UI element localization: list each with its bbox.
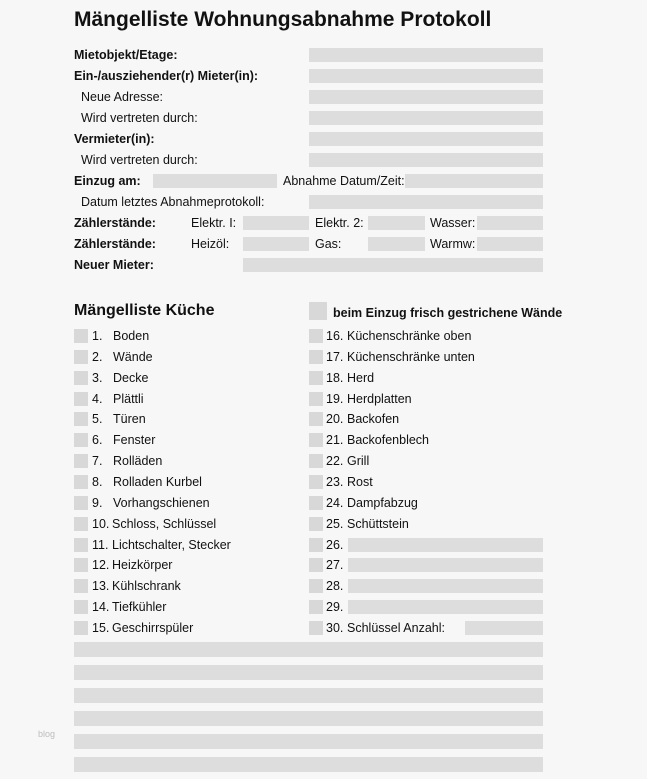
field-datum-letztes[interactable] [309,195,543,209]
kitchen-item-label: Türen [113,412,146,426]
kitchen-item-number: 3. [92,371,103,385]
field-mietobjekt[interactable] [309,48,543,62]
label-wird-vertreten-1: Wird vertreten durch: [81,111,198,125]
label-abnahme-datum: Abnahme Datum/Zeit: [283,174,405,188]
checkbox-kitchen-item[interactable] [74,454,88,468]
label-warmw: Warmw: [430,237,476,251]
kitchen-item-number: 17. [326,350,344,364]
kitchen-item-number: 16. [326,329,344,343]
checkbox-kitchen-item[interactable] [309,433,323,447]
kitchen-item-label: Rolladen Kurbel [113,475,202,489]
field-neue-adresse[interactable] [309,90,543,104]
checkbox-painted-walls[interactable] [309,302,327,320]
kitchen-item-number: 6. [92,433,103,447]
kitchen-item-label: Grill [347,454,370,468]
note-line-field[interactable] [74,688,543,703]
kitchen-item-label: Dampfabzug [347,496,418,510]
field-mieter[interactable] [309,69,543,83]
page-title: Mängelliste Wohnungsabnahme Protokoll [74,8,492,31]
kitchen-item-number: 9. [92,496,103,510]
kitchen-item-label: Schüttstein [347,517,409,531]
field-wird-vertreten-1[interactable] [309,111,543,125]
kitchen-item-number: 15. [92,621,110,635]
checkbox-kitchen-item[interactable] [309,329,323,343]
kitchen-item-number: 22. [326,454,344,468]
field-abnahme-datum[interactable] [405,174,543,188]
checkbox-kitchen-item[interactable] [309,371,323,385]
kitchen-item-field[interactable] [348,538,543,552]
kitchen-item-label: Herdplatten [347,392,412,406]
kitchen-item-label: Boden [113,329,150,343]
kitchen-item-number: 24. [326,496,344,510]
kitchen-item-number: 30. [326,621,344,635]
kitchen-item-number: 8. [92,475,103,489]
kitchen-item-number: 7. [92,454,103,468]
kitchen-item-field[interactable] [348,579,543,593]
kitchen-item-label: Rost [347,475,373,489]
kitchen-item-label: Küchenschränke oben [347,329,472,343]
kitchen-item-label: Tiefkühler [112,600,167,614]
kitchen-item-number: 10. [92,517,110,531]
checkbox-kitchen-item[interactable] [309,538,323,552]
label-vermieter: Vermieter(in): [74,132,155,146]
label-mieter: Ein-/ausziehender(r) Mieter(in): [74,69,259,83]
checkbox-kitchen-item[interactable] [309,621,323,635]
label-elektr-1: Elektr. I: [191,216,237,230]
kitchen-item-label: Schloss, Schlüssel [112,517,217,531]
label-elektr-2: Elektr. 2: [315,216,364,230]
kitchen-item-number: 19. [326,392,344,406]
checkbox-kitchen-item[interactable] [74,600,88,614]
kitchen-item-field[interactable] [348,558,543,572]
checkbox-kitchen-item[interactable] [74,517,88,531]
field-neuer-mieter[interactable] [243,258,543,272]
checkbox-kitchen-item[interactable] [74,621,88,635]
kitchen-item-label: Kühlschrank [112,579,181,593]
field-warmw[interactable] [477,237,543,251]
kitchen-item-number: 29. [326,600,344,614]
field-wird-vertreten-2[interactable] [309,153,543,167]
kitchen-item-number: 5. [92,412,103,426]
label-mietobjekt: Mietobjekt/Etage: [74,48,178,62]
label-zaehler-2: Zählerstände: [74,237,156,251]
kitchen-item-number: 14. [92,600,110,614]
checkbox-kitchen-item[interactable] [309,392,323,406]
kitchen-item-label: Fenster [113,433,156,447]
kitchen-item-label: Küchenschränke unten [347,350,475,364]
kitchen-item-label: Geschirrspüler [112,621,194,635]
kitchen-item-number: 4. [92,392,103,406]
checkbox-kitchen-item[interactable] [309,350,323,364]
label-neuer-mieter: Neuer Mieter: [74,258,154,272]
checkbox-kitchen-item[interactable] [74,350,88,364]
label-gas: Gas: [315,237,342,251]
kitchen-item-number: 13. [92,579,110,593]
label-neue-adresse: Neue Adresse: [81,90,163,104]
kitchen-item-label: Schlüssel Anzahl: [347,621,445,635]
checkbox-kitchen-item[interactable] [309,558,323,572]
kitchen-item-number: 12. [92,558,110,572]
kitchen-item-number: 27. [326,558,344,572]
kitchen-item-number: 25. [326,517,344,531]
checkbox-kitchen-item[interactable] [74,392,88,406]
kitchen-item-label: Herd [347,371,375,385]
kitchen-item-number: 20. [326,412,344,426]
field-gas[interactable] [368,237,425,251]
kitchen-item-label: Plättli [113,392,144,406]
kitchen-item-number: 11. [92,538,109,552]
kitchen-item-field[interactable] [348,600,543,614]
note-line-field[interactable] [74,734,543,749]
label-wird-vertreten-2: Wird vertreten durch: [81,153,198,167]
field-heizoel[interactable] [243,237,309,251]
checkbox-kitchen-item[interactable] [74,433,88,447]
label-wasser: Wasser: [430,216,476,230]
label-datum-letztes: Datum letztes Abnahmeprotokoll: [81,195,265,209]
kitchen-item-number: 21. [326,433,344,447]
field-elektr-2[interactable] [368,216,425,230]
kitchen-item-label: Vorhangschienen [113,496,210,510]
kitchen-item-number: 28. [326,579,344,593]
label-heizoel: Heizöl: [191,237,230,251]
kitchen-item-number: 2. [92,350,103,364]
field-wasser[interactable] [477,216,543,230]
label-zaehler-1: Zählerstände: [74,216,156,230]
note-line-field[interactable] [74,642,543,657]
checkbox-kitchen-item[interactable] [74,579,88,593]
kitchen-item-label: Lichtschalter, Stecker [112,538,231,552]
checkbox-kitchen-item[interactable] [74,475,88,489]
checkbox-kitchen-item[interactable] [309,579,323,593]
checkbox-kitchen-item[interactable] [309,475,323,489]
kitchen-item-number: 26. [326,538,344,552]
checkbox-kitchen-item[interactable] [74,371,88,385]
note-line-field[interactable] [74,665,543,680]
checkbox-kitchen-item[interactable] [309,454,323,468]
kitchen-item-label: Heizkörper [112,558,173,572]
label-painted-walls: beim Einzug frisch gestrichene Wände [333,306,563,320]
checkbox-kitchen-item[interactable] [309,412,323,426]
field-vermieter[interactable] [309,132,543,146]
section-title-kueche: Mängelliste Küche [74,302,215,319]
note-line-field[interactable] [74,757,543,772]
field-schluessel-anzahl[interactable] [465,621,543,635]
label-einzug-am: Einzug am: [74,174,141,188]
checkbox-kitchen-item[interactable] [74,496,88,510]
kitchen-item-number: 1. [92,329,103,343]
kitchen-item-number: 18. [326,371,344,385]
kitchen-item-label: Backofenblech [347,433,430,447]
watermark: blog [38,729,56,739]
field-einzug-am[interactable] [153,174,277,188]
kitchen-item-number: 23. [326,475,344,489]
kitchen-item-label: Wände [113,350,153,364]
checkbox-kitchen-item[interactable] [309,496,323,510]
field-elektr-1[interactable] [243,216,309,230]
checkbox-kitchen-item[interactable] [74,558,88,572]
kitchen-item-label: Decke [113,371,149,385]
checkbox-kitchen-item[interactable] [74,329,88,343]
note-line-field[interactable] [74,711,543,726]
checkbox-kitchen-item[interactable] [309,600,323,614]
checkbox-kitchen-item[interactable] [74,538,88,552]
kitchen-item-label: Backofen [347,412,400,426]
checkbox-kitchen-item[interactable] [309,517,323,531]
checkbox-kitchen-item[interactable] [74,412,88,426]
kitchen-item-label: Rolläden [113,454,163,468]
